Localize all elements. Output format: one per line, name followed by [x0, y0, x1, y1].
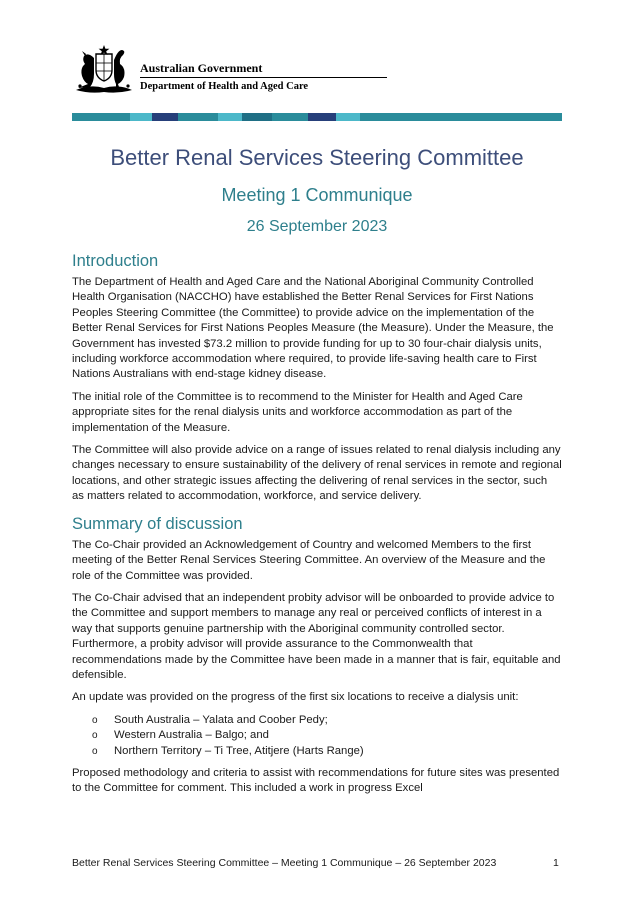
summary-paragraph: Proposed methodology and criteria to assist with recommendations for future sites was presented to the Committee for comment. This included a work in progress Excel — [72, 766, 560, 795]
introduction-paragraph: The Department of Health and Aged Care and the National Aboriginal Community Controlled Health Organisation (NACCHO) have established the Better Renal Services for First Nations Peoples Steering Committee (the Committee) to provide advice on the implementation of the Better Renal Services for First Nations Peoples Measure (the Measure). Under the Measure, the Government has invested $73.2 million to provide funding for up to 30 four-chair dialysis units, including workforce accommodation where required, to provide life-saving health care to First Nations Australians with end-stage kidney disease. — [72, 276, 554, 381]
color-bar-segment — [272, 113, 308, 121]
color-bar-segment — [130, 113, 152, 121]
list-item — [92, 728, 562, 743]
document-date: 26 September 2023 — [246, 218, 388, 235]
color-bar-segment — [102, 113, 130, 121]
color-bar-segment — [308, 113, 336, 121]
government-header — [72, 44, 332, 100]
summary-paragraph: The Co-Chair advised that an independent probity advisor will be onboarded to provide advice to the Committee and support members to manage any real or perceived conflicts of interest in a way that supports genuine partnership with the Aboriginal community controlled sector. Furthermore, a probity advisor will provide assurance to the Commonwealth that recommendations made by the Committee have been made in a manner that is fair, equitable and defensible. — [72, 591, 561, 681]
list-item-text: Northern Territory – Ti Tree, Atitjere (Harts Range) — [114, 744, 364, 757]
bullet-marker: o — [92, 730, 98, 742]
page-number: 1 — [553, 857, 559, 869]
color-bar-segment — [336, 113, 360, 121]
bullet-marker: o — [92, 745, 98, 757]
color-bar-segment — [178, 113, 218, 121]
summary-paragraph: An update was provided on the progress of the first six locations to receive a dialysis unit: — [72, 691, 519, 704]
locations-list — [72, 713, 562, 759]
page-footer: Better Renal Services Steering Committee – Meeting 1 Communique – 26 September 2023 — [72, 857, 497, 869]
document-subtitle: Meeting 1 Communique — [221, 185, 413, 205]
color-bar-segment — [72, 113, 102, 121]
introduction-paragraph: The Committee will also provide advice on a range of issues related to renal dialysis including any changes necessary to ensure sustainability of the delivery of renal services in remote and regional locations, and other strategic issues affecting the delivering of renal services in the sector, such as matters related to accommodation, workforce, and service delivery. — [72, 444, 562, 503]
summary-heading: Summary of discussion — [72, 514, 243, 533]
list-item — [92, 744, 562, 759]
list-item — [92, 713, 562, 728]
introduction-paragraph: The initial role of the Committee is to recommend to the Minister for Health and Aged Care appropriate sites for the renal dialysis units and workforce accommodation as part of the implementation of the Measure. — [72, 390, 523, 434]
summary-paragraph: The Co-Chair provided an Acknowledgement of Country and welcomed Members to the first meeting of the Better Renal Services Steering Committee. An overview of the Measure and the role of the Committee was provided. — [72, 538, 546, 582]
coat-of-arms-icon — [72, 44, 136, 96]
document-title: Better Renal Services Steering Committee — [110, 145, 524, 170]
introduction-heading: Introduction — [72, 252, 159, 270]
decorative-color-bar — [72, 113, 562, 121]
department-name: Department of Health and Aged Care — [140, 81, 309, 92]
bullet-marker: o — [92, 714, 98, 726]
header-divider — [140, 77, 387, 78]
government-name: Australian Government — [140, 61, 263, 75]
document-body — [72, 250, 562, 797]
color-bar-segment — [218, 113, 242, 121]
list-item-text: South Australia – Yalata and Coober Pedy; — [114, 713, 328, 726]
color-bar-segment — [360, 113, 562, 121]
color-bar-segment — [242, 113, 272, 121]
color-bar-segment — [152, 113, 178, 121]
list-item-text: Western Australia – Balgo; and — [114, 729, 269, 742]
